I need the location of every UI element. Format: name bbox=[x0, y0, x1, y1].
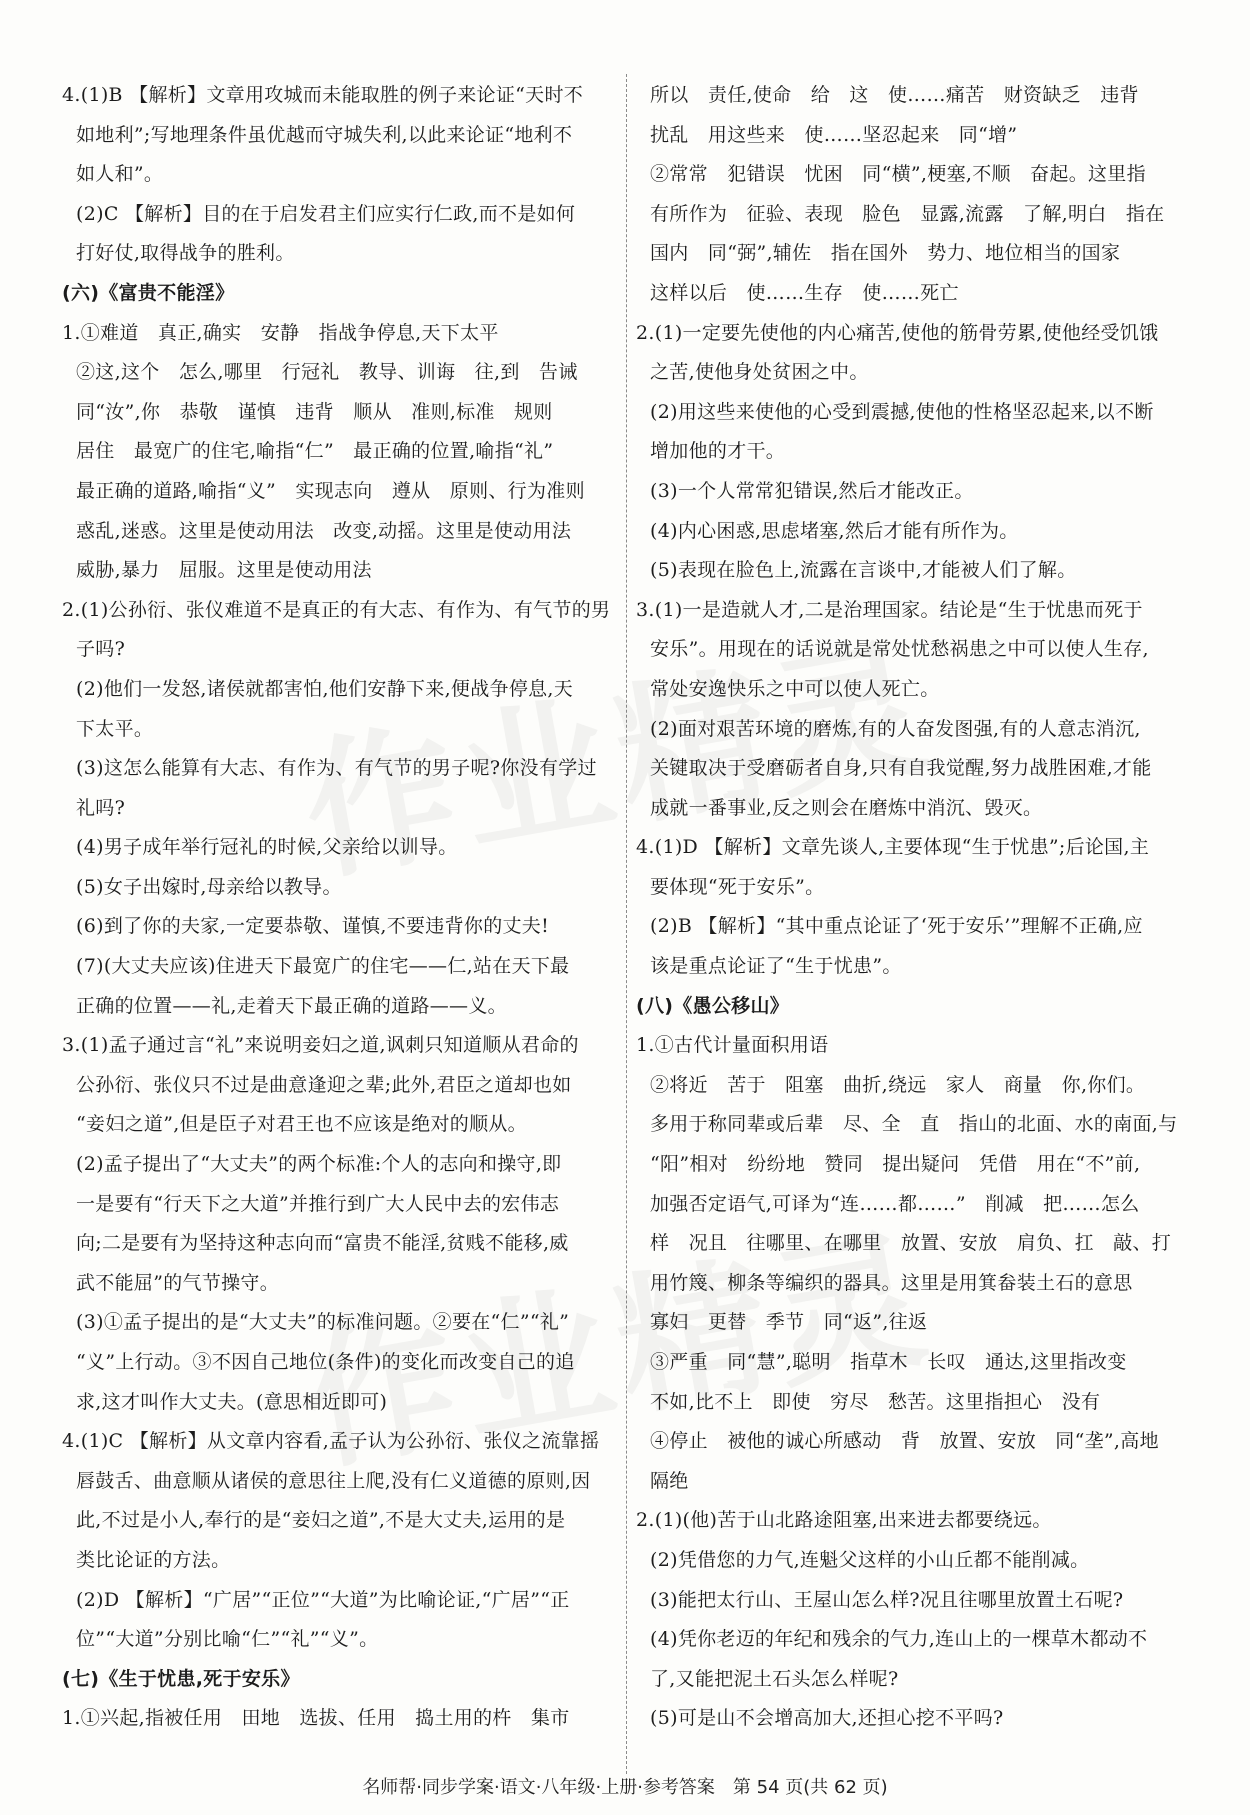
text-line: ②将近 苦于 阻塞 曲折,绕远 家人 商量 你,你们。 bbox=[650, 1073, 1146, 1096]
text-line: 求,这才叫作大丈夫。(意思相近即可) bbox=[76, 1390, 388, 1413]
text-line: (2)他们一发怒,诸侯就都害怕,他们安静下来,便战争停息,天 bbox=[76, 677, 574, 700]
text-line: ③严重 同“慧”,聪明 指草木 长叹 通达,这里指改变 bbox=[650, 1351, 1127, 1373]
text-line: (6)到了你的夫家,一定要恭敬、谨慎,不要违背你的丈夫! bbox=[76, 915, 550, 938]
text-line: 武不能屈”的气节操守。 bbox=[76, 1271, 280, 1294]
text-line: 要体现“死于安乐”。 bbox=[650, 875, 825, 898]
text-line: 3.(1)孟子通过言“礼”来说明妾妇之道,讽刺只知道顺从君命的 bbox=[62, 1034, 579, 1057]
text-line: 公孙衍、张仪只不过是曲意逢迎之辈;此外,君臣之道却也如 bbox=[76, 1073, 572, 1096]
text-line: “妾妇之道”,但是臣子对君王也不应该是绝对的顺从。 bbox=[76, 1113, 527, 1136]
text-line: 隔绝 bbox=[650, 1469, 689, 1492]
text-line: 最正确的道路,喻指“义” 实现志向 遵从 原则、行为准则 bbox=[76, 479, 585, 502]
text-line: (2)用这些来使他的心受到震撼,使他的性格坚忍起来,以不断 bbox=[650, 400, 1154, 423]
text-line: 2.(1)(他)苦于山北路途阻塞,出来进去都要绕远。 bbox=[636, 1509, 1052, 1532]
text-line: 多用于称同辈或后辈 尽、全 直 指山的北面、水的南面,与 bbox=[650, 1113, 1178, 1136]
text-line: 打好仗,取得战争的胜利。 bbox=[76, 242, 295, 265]
text-line: 此,不过是小人,奉行的是“妾妇之道”,不是大丈夫,运用的是 bbox=[76, 1509, 566, 1532]
text-line: 同“汝”,你 恭敬 谨慎 违背 顺从 准则,标准 规则 bbox=[76, 400, 553, 423]
text-line: (3)这怎么能算有大志、有作为、有气节的男子呢?你没有学过 bbox=[76, 757, 597, 780]
text-line: 唇鼓舌、曲意顺从诸侯的意思往上爬,没有仁义道德的原则,因 bbox=[76, 1469, 591, 1492]
text-line: “阳”相对 纷纷地 赞同 提出疑问 凭借 用在“不”前, bbox=[650, 1153, 1141, 1176]
text-line: 4.(1)D 【解析】文章先谈人,主要体现“生于忧患”;后论国,主 bbox=[636, 836, 1150, 859]
text-line: 2.(1)一定要先使他的内心痛苦,使他的筋骨劳累,使他经受饥饿 bbox=[636, 321, 1159, 344]
text-line: (4)男子成年举行冠礼的时候,父亲给以训导。 bbox=[76, 836, 458, 859]
text-line: (2)D 【解析】“广居”“正位”“大道”为比喻论证,“广居”“正 bbox=[76, 1588, 570, 1611]
text-line: (2)孟子提出了“大丈夫”的两个标准:个人的志向和操守,即 bbox=[76, 1153, 562, 1176]
column-divider bbox=[626, 74, 627, 1774]
text-line: 该是重点论证了“生于忧患”。 bbox=[650, 955, 902, 978]
text-line: “义”上行动。③不因自己地位(条件)的变化而改变自己的追 bbox=[76, 1351, 575, 1373]
text-line: 威胁,暴力 屈服。这里是使动用法 bbox=[76, 559, 372, 582]
text-line: 1.①难道 真正,确实 安静 指战争停息,天下太平 bbox=[62, 321, 499, 344]
text-line: (2)凭借您的力气,连魁父这样的小山丘都不能削减。 bbox=[650, 1548, 1090, 1571]
text-line: 安乐”。用现在的话说就是常处忧愁祸患之中可以使人生存, bbox=[650, 638, 1149, 661]
text-line: 类比论证的方法。 bbox=[76, 1548, 231, 1571]
text-line: (5)可是山不会增高加大,还担心挖不平吗? bbox=[650, 1707, 1004, 1730]
text-line: 位”“大道”分别比喻“仁”“礼”“义”。 bbox=[76, 1628, 379, 1651]
text-line: (2)C 【解析】目的在于启发君主们应实行仁政,而不是如何 bbox=[76, 202, 576, 225]
text-line: ④停止 被他的诚心所感动 背 放置、安放 同“垄”,高地 bbox=[650, 1430, 1159, 1453]
text-line: 了,又能把泥土石头怎么样呢? bbox=[650, 1667, 899, 1690]
text-line: 寡妇 更替 季节 同“返”,往返 bbox=[650, 1311, 928, 1334]
text-line: (7)(大丈夫应该)住进天下最宽广的住宅——仁,站在天下最 bbox=[76, 955, 570, 978]
text-line: 有所作为 征验、表现 脸色 显露,流露 了解,明白 指在 bbox=[650, 202, 1165, 225]
page-footer: 名师帮·同步学案·语文·八年级·上册·参考答案 第 54 页(共 62 页) bbox=[362, 1777, 888, 1798]
text-line: 增加他的才干。 bbox=[650, 440, 786, 463]
text-line: 4.(1)C 【解析】从文章内容看,孟子认为公孙衍、张仪之流靠摇 bbox=[62, 1430, 600, 1453]
text-line: 礼吗? bbox=[76, 796, 126, 819]
section-heading: (六)《富贵不能淫》 bbox=[62, 281, 235, 304]
text-line: 3.(1)一是造就人才,二是治理国家。结论是“生于忧患而死于 bbox=[636, 598, 1143, 621]
text-line: 居住 最宽广的住宅,喻指“仁” 最正确的位置,喻指“礼” bbox=[76, 440, 554, 463]
text-line: 国内 同“弼”,辅佐 指在国外 势力、地位相当的国家 bbox=[650, 242, 1121, 265]
right-column bbox=[636, 76, 1192, 1739]
text-line: 1.①兴起,指被任用 田地 选拔、任用 捣土用的杵 集市 bbox=[62, 1707, 570, 1730]
text-line: 之苦,使他身处贫困之中。 bbox=[650, 361, 869, 384]
text-line: 这样以后 使……生存 使……死亡 bbox=[650, 281, 959, 304]
text-line: 如地利”;写地理条件虽优越而守城失利,以此来论证“地利不 bbox=[76, 123, 573, 146]
section-heading: (七)《生于忧患,死于安乐》 bbox=[62, 1667, 300, 1690]
text-line: 2.(1)公孙衍、张仪难道不是真正的有大志、有作为、有气节的男 bbox=[62, 598, 611, 621]
text-line: 4.(1)B 【解析】文章用攻城而未能取胜的例子来论证“天时不 bbox=[62, 84, 584, 106]
text-line: ②这,这个 怎么,哪里 行冠礼 教导、训诲 往,到 告诫 bbox=[76, 361, 578, 384]
text-line: (2)面对艰苦环境的磨炼,有的人奋发图强,有的人意志消沉, bbox=[650, 717, 1141, 740]
text-line: 常处安逸快乐之中可以使人死亡。 bbox=[650, 677, 940, 700]
text-line: 关键取决于受磨砺者自身,只有自我觉醒,努力战胜困难,才能 bbox=[650, 757, 1152, 780]
text-line: ②常常 犯错误 忧困 同“横”,梗塞,不顺 奋起。这里指 bbox=[650, 163, 1146, 186]
text-line: (5)表现在脸色上,流露在言谈中,才能被人们了解。 bbox=[650, 559, 1077, 582]
text-line: (3)①孟子提出的是“大丈夫”的标准问题。②要在“仁”“礼” bbox=[76, 1311, 570, 1334]
text-line: (4)凭你老迈的年纪和残余的气力,连山上的一棵草木都动不 bbox=[650, 1628, 1148, 1651]
text-line: (3)一个人常常犯错误,然后才能改正。 bbox=[650, 479, 974, 502]
text-line: 扰乱 用这些来 使……坚忍起来 同“增” bbox=[650, 123, 1018, 146]
text-line: 加强否定语气,可译为“连……都……” 削减 把……怎么 bbox=[650, 1192, 1140, 1215]
text-line: 正确的位置——礼,走着天下最正确的道路——义。 bbox=[76, 994, 507, 1017]
text-line: (2)B 【解析】“其中重点论证了‘死于安乐’”理解不正确,应 bbox=[650, 915, 1143, 938]
text-line: 样 况且 往哪里、在哪里 放置、安放 肩负、扛 敲、打 bbox=[650, 1232, 1172, 1255]
text-line: 如人和”。 bbox=[76, 163, 164, 186]
text-line: 成就一番事业,反之则会在磨炼中消沉、毁灭。 bbox=[650, 796, 1043, 819]
text-line: 子吗? bbox=[76, 638, 126, 661]
text-line: 一是要有“行天下之大道”并推行到广大人民中去的宏伟志 bbox=[76, 1192, 560, 1215]
text-line: 用竹篾、柳条等编织的器具。这里是用箕畚装土石的意思 bbox=[650, 1271, 1133, 1294]
text-line: 不如,比不上 即使 穷尽 愁苦。这里指担心 没有 bbox=[650, 1390, 1101, 1413]
text-line: 1.①古代计量面积用语 bbox=[636, 1034, 829, 1057]
left-column bbox=[62, 76, 617, 1739]
text-line: (4)内心困惑,思虑堵塞,然后才能有所作为。 bbox=[650, 519, 1019, 542]
text-line: 向;二是要有为坚持这种志向而“富贵不能淫,贫贱不能移,威 bbox=[76, 1232, 569, 1255]
section-heading: (八)《愚公移山》 bbox=[636, 994, 790, 1017]
text-line: 下太平。 bbox=[76, 717, 154, 740]
text-line: 所以 责任,使命 给 这 使……痛苦 财资缺乏 违背 bbox=[650, 84, 1139, 106]
text-line: (3)能把太行山、王屋山怎么样?况且往哪里放置土石呢? bbox=[650, 1588, 1124, 1611]
text-line: (5)女子出嫁时,母亲给以教导。 bbox=[76, 875, 342, 898]
text-line: 惑乱,迷惑。这里是使动用法 改变,动摇。这里是使动用法 bbox=[76, 519, 572, 542]
